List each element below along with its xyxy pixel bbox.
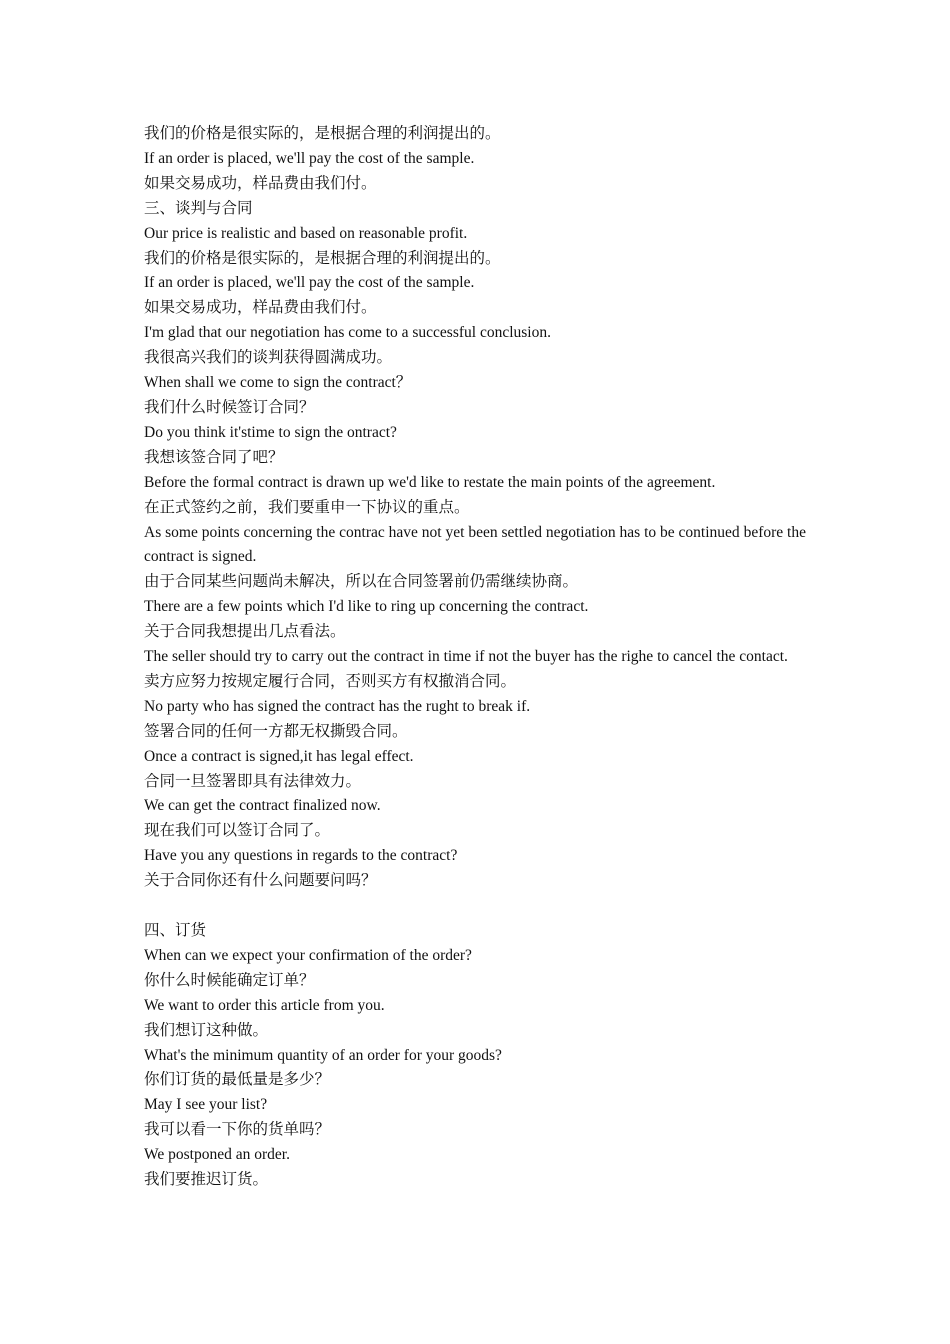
paragraph-line: 签署合同的任何一方都无权撕毁合同。 <box>144 722 408 740</box>
paragraph-line: 关于合同你还有什么问题要问吗？ <box>144 872 377 890</box>
paragraph-line: 卖方应努力按规定履行合同，否则买方有权撤消合同。 <box>144 672 517 690</box>
paragraph-line: 合同一旦签署即具有法律效力。 <box>144 772 362 790</box>
paragraph-line: 在正式签约之前，我们要重申一下协议的重点。 <box>144 498 470 516</box>
paragraph-line: 我们想订这种做。 <box>144 1021 269 1039</box>
paragraph-line: 我们什么时候签订合同？ <box>144 398 315 416</box>
paragraph-line: I'm glad that our negotiation has come to a successful conclusion. <box>144 324 551 342</box>
section-heading: 三、谈判与合同 <box>144 199 253 217</box>
paragraph-line: 我很高兴我们的谈判获得圆满成功。 <box>144 349 393 367</box>
paragraph-line: 由于合同某些问题尚未解决，所以在合同签署前仍需继续协商。 <box>144 573 579 591</box>
paragraph-line: 现在我们可以签订合同了。 <box>144 822 331 840</box>
paragraph-line: We can get the contract finalized now. <box>144 797 381 815</box>
paragraph-line: 我可以看一下你的货单吗？ <box>144 1121 331 1139</box>
paragraph-line: If an order is placed, we'll pay the cost of the sample. <box>144 149 475 167</box>
paragraph-line: 你们订货的最低量是多少？ <box>144 1071 331 1089</box>
paragraph-line: What's the minimum quantity of an order for your goods? <box>144 1046 502 1064</box>
document-body <box>144 122 806 1193</box>
section-heading: 四、订货 <box>144 921 207 939</box>
paragraph-line: 我们的价格是很实际的，是根据合理的利润提出的。 <box>144 125 501 142</box>
paragraph-line: If an order is placed, we'll pay the cost of the sample. <box>144 274 475 292</box>
paragraph-line: 我们的价格是很实际的，是根据合理的利润提出的。 <box>144 249 501 267</box>
paragraph-line: When shall we come to sign the contract？ <box>144 374 412 392</box>
paragraph-line: Our price is realistic and based on reasonable profit. <box>144 224 468 242</box>
paragraph-line: We postponed an order. <box>144 1146 290 1164</box>
paragraph-line: 如果交易成功，样品费由我们付。 <box>144 174 377 192</box>
paragraph-line: We want to order this article from you. <box>144 996 385 1014</box>
blank-line <box>144 894 806 919</box>
paragraph-line: 你什么时候能确定订单？ <box>144 971 315 989</box>
paragraph-line: When can we expect your confirmation of the order? <box>144 946 472 964</box>
paragraph-line: May I see your list? <box>144 1096 268 1114</box>
paragraph-line: 关于合同我想提出几点看法。 <box>144 623 346 641</box>
paragraph-line: Before the formal contract is drawn up we'd like to restate the main points of the agreement. <box>144 473 716 491</box>
paragraph-line: 如果交易成功，样品费由我们付。 <box>144 299 377 317</box>
paragraph-line: 我想该签合同了吧？ <box>144 448 284 466</box>
paragraph-line: 我们要推迟订货。 <box>144 1171 269 1189</box>
paragraph-line: Have you any questions in regards to the contract? <box>144 847 458 865</box>
paragraph-line: Once a contract is signed,it has legal effect. <box>144 747 414 765</box>
paragraph-line: No party who has signed the contract has the rught to break if. <box>144 697 531 715</box>
paragraph-line: The seller should try to carry out the contract in time if not the buyer has the righe to cancel the contact. <box>144 648 788 666</box>
paragraph-line: Do you think it'stime to sign the ontract? <box>144 423 397 441</box>
paragraph-line: There are a few points which I'd like to ring up concerning the contract. <box>144 598 589 616</box>
paragraph-line: As some points concerning the contrac have not yet been settled negotiation has to be continued before the contract is signed. <box>144 523 806 566</box>
